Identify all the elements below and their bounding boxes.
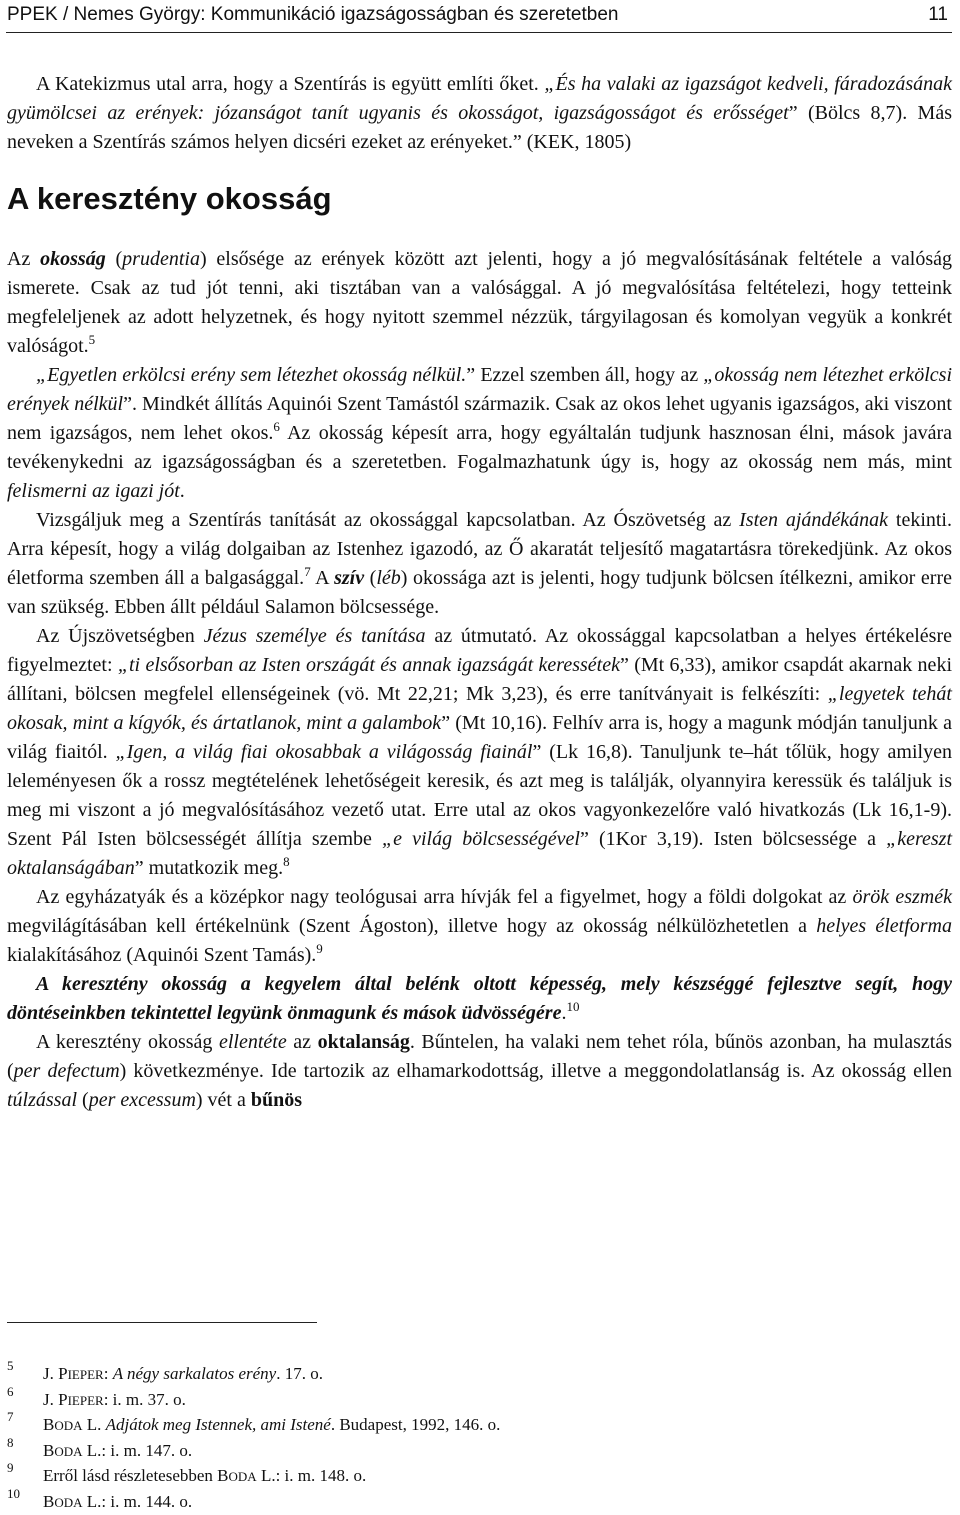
paragraph-7 <box>7 970 952 1028</box>
text: L. <box>83 1415 106 1434</box>
footnote-number: 10 <box>7 1482 20 1507</box>
text: ” (Lk 16,8). Tanuljunk te–hát tőlük, hogy amilyen leleményesen ők a rossz megtételének lehetőségeit keresik, és azt meg is találják, olyannyira keressük és találjuk is meg mi viszont a jó megvalósításához vezető utat. Erre utal az okos vagyonkezelőre való hivatkozás (Lk 16,1-9). Szent Pál Isten bölcsességét állítja szembe <box>7 741 952 850</box>
text: L.: i. m. 144. o. <box>83 1492 193 1511</box>
text: A <box>311 567 334 589</box>
text: B <box>43 1415 54 1434</box>
text: Az <box>7 248 40 270</box>
text: ” (Mt 6,33), amikor csapdát akarnak neki állítani, bölcsen megfelel ellenségeinek (vö. Mt 22,21; Mk 3,23), és erre tanítványait is felkészíti: <box>7 654 952 705</box>
text: megvilágításában kell értékelnünk (Szent Ágoston), illetve hogy az okosság nélkülözhetetlen a <box>7 915 816 937</box>
paragraph-1 <box>7 70 952 157</box>
text: L.: i. m. 147. o. <box>83 1441 193 1460</box>
term: per excessum <box>89 1089 196 1111</box>
text: az <box>287 1031 318 1053</box>
paragraph-4 <box>7 506 952 622</box>
text: ) vét a <box>196 1089 251 1111</box>
text: ” (Mt 10,16). Felhív arra is, hogy a magunk módján tanuljunk a világ fiaitól. <box>7 712 952 763</box>
header-rule <box>6 32 952 33</box>
emphasis: felismerni az igazi jót <box>7 480 180 502</box>
text: kialakításához (Aquinói Szent Tamás). <box>7 944 316 966</box>
term: per defectum <box>14 1060 120 1082</box>
term: szív <box>334 567 364 589</box>
footnotes <box>7 1362 907 1515</box>
footnote <box>7 1388 907 1414</box>
page-header <box>7 0 948 30</box>
emphasis: örök eszmék <box>853 886 953 908</box>
quote: „legyetek tehát okosak, mint a kígyók, és ártatlanok, mint a galambok <box>7 683 952 734</box>
footnote-number: 5 <box>7 1354 14 1379</box>
quote: „És ha valaki az igazságot kedveli, fáradozásának gyümölcsei az erények: józanságot tanít ugyanis és okosságot, igazságosságot és erősséget <box>7 73 952 124</box>
emphasis: ellentéte <box>219 1031 287 1053</box>
text: J. P <box>43 1364 68 1383</box>
term: okosság <box>40 248 106 270</box>
text: . Budapest, 1992, 146. o. <box>331 1415 501 1434</box>
document-body <box>7 70 952 1115</box>
text: . <box>180 480 185 502</box>
term: bűnös <box>251 1089 302 1111</box>
text: ” mutatkozik meg. <box>135 857 283 879</box>
text: ) következménye. Ide tartozik az elhamarkodottság, illetve a meggondolatlanság is. Az okosság ellen <box>120 1060 952 1082</box>
emphasis: Jézus személye és tanítása <box>204 625 426 647</box>
text: B <box>43 1492 54 1511</box>
section-heading: A keresztény okosság <box>7 181 952 217</box>
text: ) okossága azt is jelenti, hogy tudjunk bölcsen ítélkezni, amikor erre van szükség. Ebben állt például Salamon bölcsessége. <box>7 567 952 618</box>
footnote-ref[interactable]: 9 <box>316 941 323 956</box>
author-smallcaps: ODA <box>54 1444 82 1459</box>
text: ” (Bölcs 8,7). Más neveken a Szentírás számos helyen dicséri ezeket az erényeket.” (KEK, 1805) <box>7 102 952 153</box>
footnote-ref[interactable]: 5 <box>89 332 96 347</box>
footnote-separator <box>7 1322 317 1323</box>
text: . <box>561 1002 566 1024</box>
paragraph-6 <box>7 883 952 970</box>
text: ( <box>106 248 122 270</box>
quote: „Egyetlen erkölcsi erény sem létezhet okosság nélkül. <box>36 364 466 386</box>
text: : <box>104 1364 113 1383</box>
footnote-ref[interactable]: 8 <box>283 854 290 869</box>
header-title: PPEK / Nemes György: Kommunikáció igazságosságban és szeretetben <box>7 4 618 26</box>
author-smallcaps: ODA <box>229 1469 257 1484</box>
footnote <box>7 1490 907 1515</box>
text: : i. m. 37. o. <box>104 1390 186 1409</box>
quote: „Igen, a világ fiai okosabbak a világosság fiainál <box>116 741 533 763</box>
text: . 17. o. <box>276 1364 323 1383</box>
text: Vizsgáljuk meg a Szentírás tanítását az okossággal kapcsolatban. Az Ószövetség az <box>36 509 739 531</box>
text: . Bűntelen, ha valaki nem tehet róla, bűnös azonban, ha mulasztás ( <box>7 1031 952 1082</box>
quote: „ti elsősorban az Isten országát és annak igazságát keressétek <box>118 654 620 676</box>
term: prudentia <box>122 248 200 270</box>
emphasis: helyes életforma <box>816 915 952 937</box>
footnote-ref[interactable]: 7 <box>304 564 311 579</box>
text: ” Ezzel szemben áll, hogy az <box>466 364 703 386</box>
footnote <box>7 1362 907 1388</box>
quote: „kereszt oktalanságában <box>7 828 952 879</box>
text: Erről lásd részletesebben B <box>43 1466 229 1485</box>
quote: „e világ bölcsességével <box>382 828 580 850</box>
emphasis: Isten ajándékának <box>739 509 888 531</box>
footnote-ref[interactable]: 10 <box>566 999 579 1014</box>
text: ( <box>77 1089 89 1111</box>
author-smallcaps: ODA <box>54 1495 82 1510</box>
text: B <box>43 1441 54 1460</box>
footnote <box>7 1464 907 1490</box>
paragraph-8 <box>7 1028 952 1115</box>
footnote-number: 8 <box>7 1431 14 1456</box>
author-smallcaps: ODA <box>54 1418 82 1433</box>
footnote-number: 6 <box>7 1380 14 1405</box>
term: léb <box>376 567 400 589</box>
author-smallcaps: IEPER <box>68 1367 104 1382</box>
page-number: 11 <box>928 4 948 26</box>
text: J. P <box>43 1390 68 1409</box>
footnote-number: 9 <box>7 1456 14 1481</box>
footnote <box>7 1439 907 1465</box>
footnote-ref[interactable]: 6 <box>273 419 280 434</box>
footnote-number: 7 <box>7 1405 14 1430</box>
text: L.: i. m. 148. o. <box>257 1466 367 1485</box>
text: Az Újszövetségben <box>36 625 204 647</box>
text: Az okosság képesít arra, hogy egyáltalán tudjunk hasznosan élni, mások javára tevékenykedni az igazságosságban és a szeretetben. Fogalmazhatunk úgy is, hogy az okosság nem más, mint <box>7 422 952 473</box>
quote: „okosság nem létezhet erkölcsi erények nélkül <box>7 364 952 415</box>
paragraph-5 <box>7 622 952 883</box>
text: ) elsősége az erények között azt jelenti, hogy a jó megvalósításának feltétele a valóság ismerete. Csak az tud jót tenni, aki tisztában van a valósággal. A jó megvalósítása feltételezi, hogy tetteink megfeleljenek az adott helyzetnek, és hogy nyitott szemmel nézzük, tárgyilagosan és komolyan vegyük a konkrét valóságot. <box>7 248 952 357</box>
book-title: Adjátok meg Istennek, ami Istené <box>106 1415 331 1434</box>
text: Az egyházatyák és a középkor nagy teológusai arra hívják fel a figyelmet, hogy a földi dolgokat az <box>36 886 853 908</box>
book-title: A négy sarkalatos erény <box>113 1364 277 1383</box>
text: ( <box>364 567 376 589</box>
emphasis: túlzással <box>7 1089 77 1111</box>
text: A keresztény okosság <box>36 1031 219 1053</box>
footnote <box>7 1413 907 1439</box>
text: tekinti. Arra képesít, hogy a világ dolgaiban az Istenhez igazodó, az Ő akaratát teljesítő magatartásra törekedjünk. Az okos életforma szemben áll a balgasággal. <box>7 509 952 589</box>
text: ”. Mindkét állítás Aquinói Szent Tamástól származik. Csak az okos lehet ugyanis igazságos, aki viszont nem igazságos, nem lehet okos. <box>7 393 952 444</box>
paragraph-2 <box>7 245 952 361</box>
term: oktalanság <box>318 1031 410 1053</box>
text: A Katekizmus utal arra, hogy a Szentírás is együtt említi őket. <box>36 73 544 95</box>
definition: A keresztény okosság a kegyelem által belénk oltott képesség, mely készséggé fejlesztve segít, hogy döntéseinkben tekintettel legyünk önmagunk és mások üdvösségére <box>7 973 952 1024</box>
author-smallcaps: IEPER <box>68 1393 104 1408</box>
text: az útmutató. Az okossággal kapcsolatban a helyes értékelésre figyelmeztet: <box>7 625 952 676</box>
text: ” (1Kor 3,19). Isten bölcsessége a <box>580 828 886 850</box>
paragraph-3 <box>7 361 952 506</box>
